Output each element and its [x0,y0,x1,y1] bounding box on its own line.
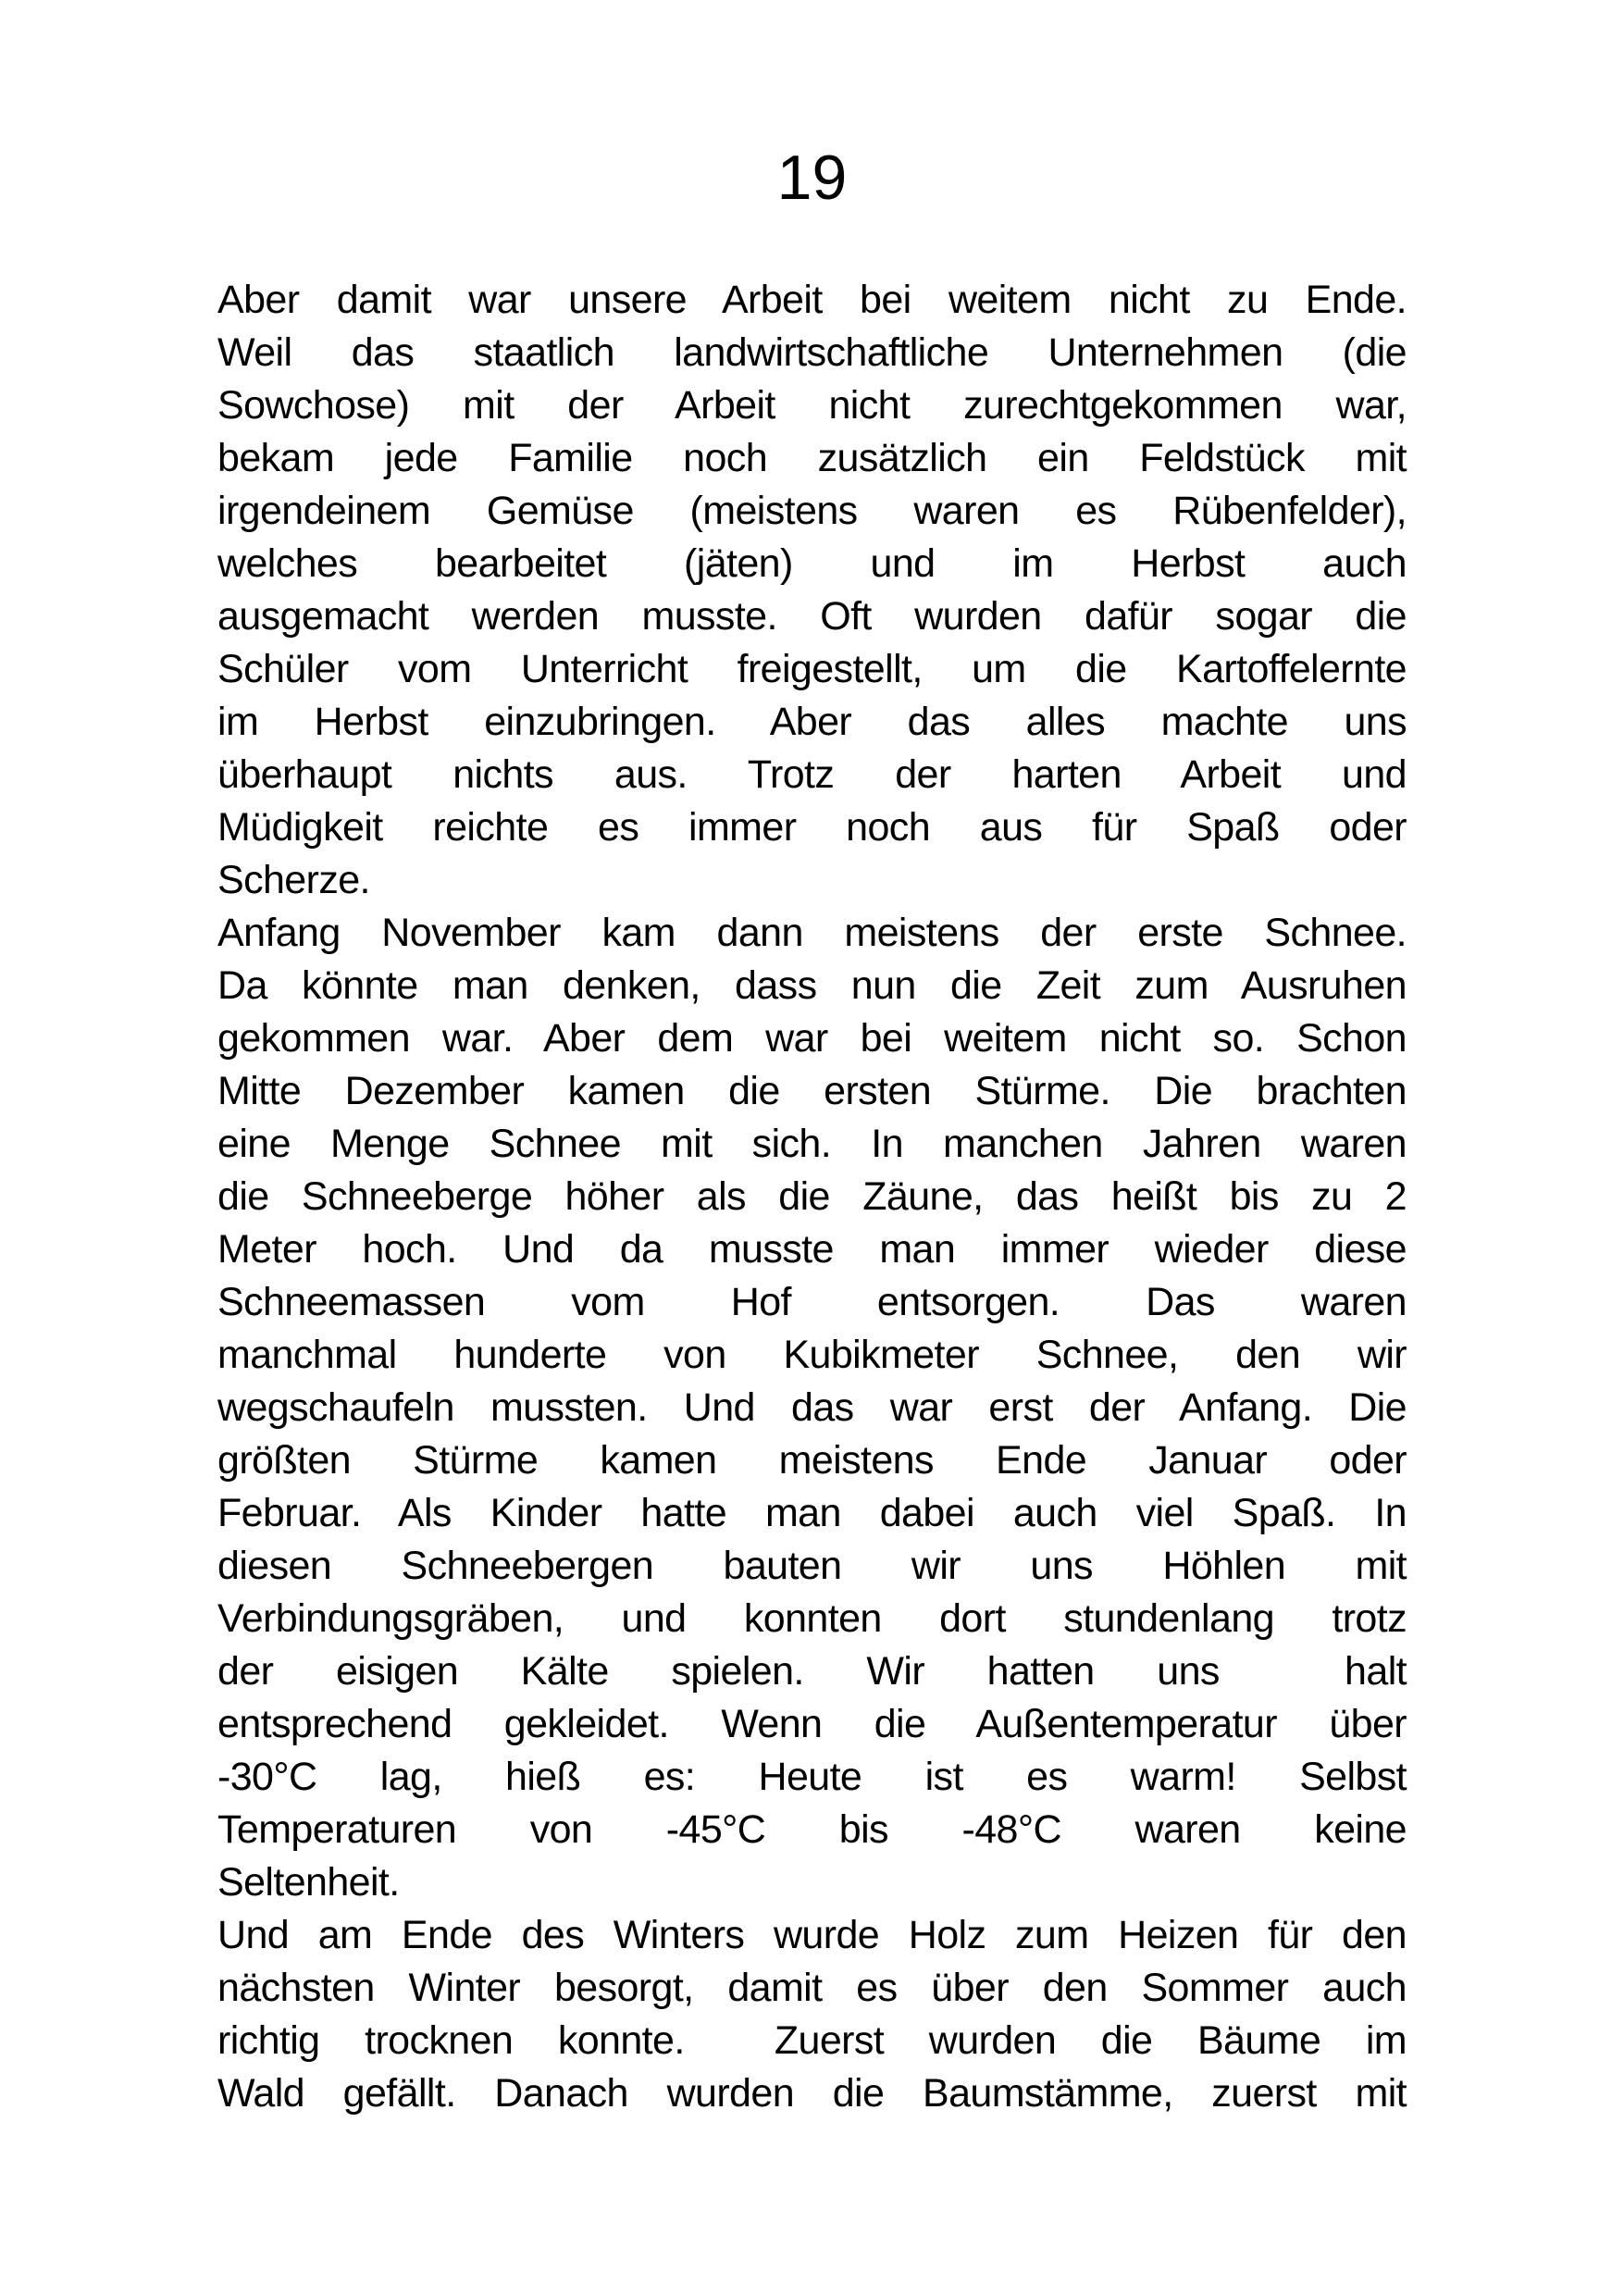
text-line: Wald gefällt. Danach wurden die Baumstämme, zuerst mit [217,2071,1407,2116]
text-line: Seltenheit. [217,1860,400,1905]
text-line: irgendeinem Gemüse (meistens waren es Rübenfelder), [217,489,1407,533]
text-line: überhaupt nichts aus. Trotz der harten Arbeit und [217,752,1407,797]
text-line: der eisigen Kälte spielen. Wir hatten uns halt [217,1649,1407,1694]
text-line: Februar. Als Kinder hatte man dabei auch viel Spaß. In [217,1491,1407,1535]
text-line: Temperaturen von -45°C bis -48°C waren keine [217,1807,1407,1852]
text-line: Aber damit war unsere Arbeit bei weitem nicht zu Ende. [217,278,1407,322]
text-line: Mitte Dezember kamen die ersten Stürme. Die brachten [217,1069,1407,1113]
text-line: im Herbst einzubringen. Aber das alles machte uns [217,700,1407,744]
text-line: Müdigkeit reichte es immer noch aus für Spaß oder [217,805,1407,850]
text-line: Schneemassen vom Hof entsorgen. Das waren [217,1280,1407,1324]
text-line: gekommen war. Aber dem war bei weitem nicht so. Schon [217,1016,1407,1061]
text-line: Meter hoch. Und da musste man immer wieder diese [217,1227,1407,1272]
text-line: die Schneeberge höher als die Zäune, das heißt bis zu 2 [217,1174,1407,1219]
text-line: Weil das staatlich landwirtschaftliche Unternehmen (die [217,330,1407,375]
text-line: bekam jede Familie noch zusätzlich ein Feldstück mit [217,436,1407,480]
page-body [217,274,1407,2120]
text-line: nächsten Winter besorgt, damit es über den Sommer auch [217,1966,1407,2010]
text-line: -30°C lag, hieß es: Heute ist es warm! Selbst [217,1755,1407,1799]
page-number: 19 [776,143,848,213]
text-line: diesen Schneebergen bauten wir uns Höhlen mit [217,1544,1407,1588]
text-line: Verbindungsgräben, und konnten dort stundenlang trotz [217,1596,1407,1641]
text-line: größten Stürme kamen meistens Ende Januar oder [217,1438,1407,1483]
text-line: Und am Ende des Winters wurde Holz zum Heizen für den [217,1913,1407,1957]
text-line: manchmal hunderte von Kubikmeter Schnee, den wir [217,1333,1407,1377]
text-line: welches bearbeitet (jäten) und im Herbst auch [217,541,1407,586]
text-line: Scherze. [217,858,370,902]
text-line: entsprechend gekleidet. Wenn die Außentemperatur über [217,1702,1407,1746]
text-line: Da könnte man denken, dass nun die Zeit zum Ausruhen [217,963,1407,1008]
text-line: ausgemacht werden musste. Oft wurden dafür sogar die [217,594,1407,639]
text-line: Sowchose) mit der Arbeit nicht zurechtgekommen war, [217,383,1407,428]
text-line: richtig trocknen konnte. Zuerst wurden die Bäume im [217,2018,1407,2063]
text-line: Schüler vom Unterricht freigestellt, um die Kartoffelernte [217,647,1407,691]
text-line: Anfang November kam dann meistens der erste Schnee. [217,911,1407,955]
text-line: wegschaufeln mussten. Und das war erst der Anfang. Die [217,1385,1407,1430]
text-line: eine Menge Schnee mit sich. In manchen Jahren waren [217,1122,1407,1166]
